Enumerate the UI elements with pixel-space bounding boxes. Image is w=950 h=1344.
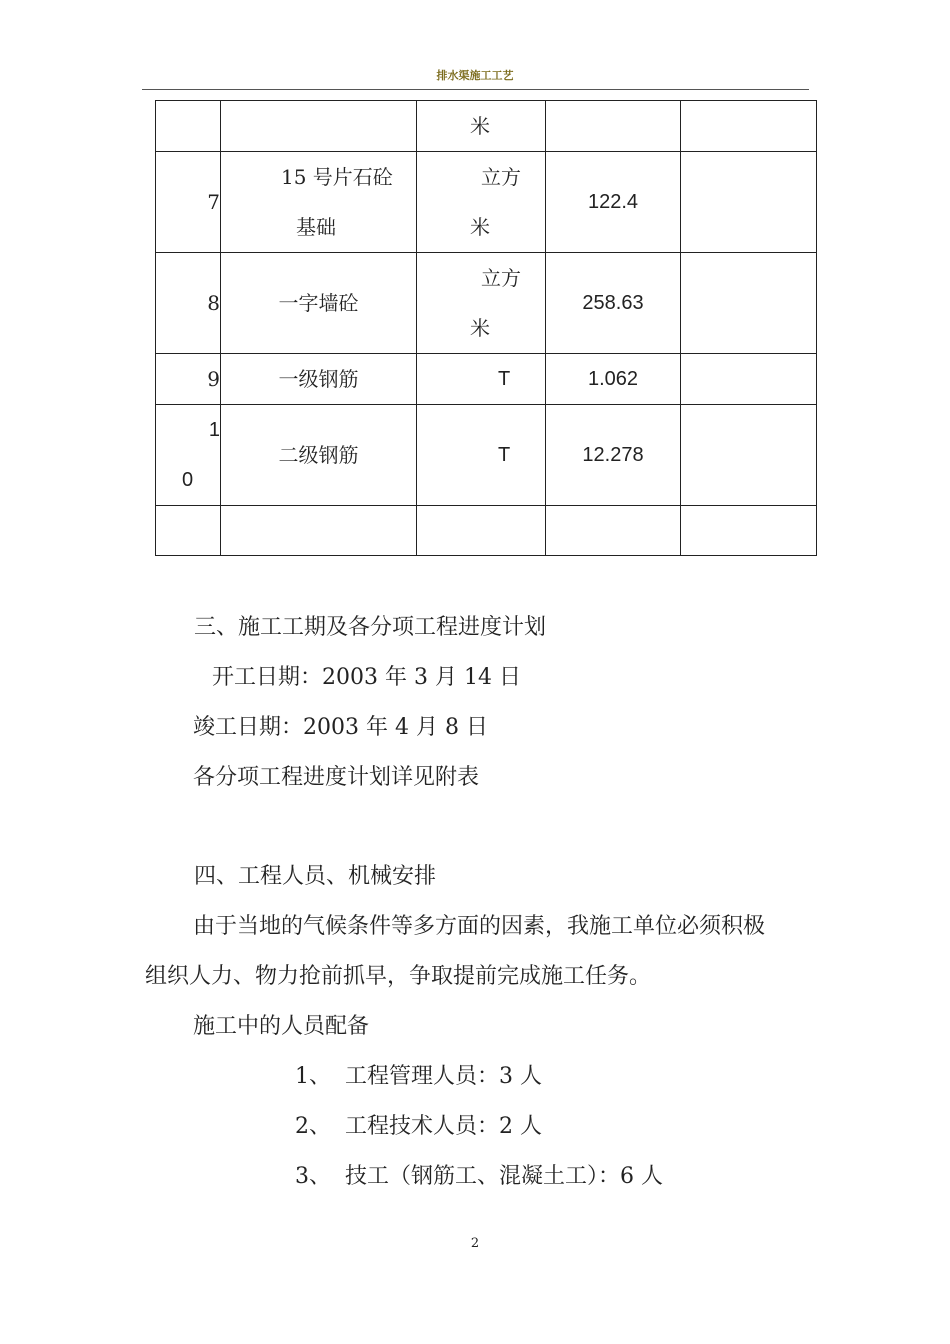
table-row [156, 506, 817, 556]
cell-no: 7 [156, 152, 221, 253]
section-4-heading: 四、工程人员、机械安排 [194, 864, 437, 889]
cell-qty: 12.278 [546, 405, 681, 506]
start-date: 开工日期：2003 年 3 月 14 日 [212, 665, 521, 690]
cell-name: 一级钢筋 [221, 354, 417, 405]
name-line: 15 号片石砼 [281, 165, 393, 189]
no-line: 1 [208, 419, 220, 441]
section-3-heading: 三、施工工期及各分项工程进度计划 [194, 615, 547, 640]
unit-text: T [498, 444, 511, 466]
staff-item-number: 3、 [295, 1164, 331, 1189]
page-number: 2 [470, 1236, 480, 1251]
staff-item: 工程管理人员：3 人 [345, 1064, 542, 1089]
cell-unit [417, 253, 546, 354]
cell-qty: 1.062 [546, 354, 681, 405]
cell-qty: 258.63 [546, 253, 681, 354]
cell-name [221, 506, 417, 556]
quantity-table [155, 100, 817, 556]
cell-qty: 122.4 [546, 152, 681, 253]
unit-text: 米 [470, 114, 490, 138]
header-rule [142, 89, 809, 90]
unit-line: 米 [470, 316, 490, 340]
page-header: 排水渠施工工艺 [436, 69, 514, 82]
unit-line: 米 [470, 215, 490, 239]
no-line: 0 [182, 469, 194, 491]
unit-line: 立方 [481, 165, 521, 189]
table-row [156, 101, 817, 152]
paragraph-line: 组织人力、物力抢前抓早，争取提前完成施工任务。 [145, 964, 652, 989]
cell-note [681, 354, 817, 405]
staff-item-number: 2、 [295, 1114, 331, 1139]
completion-date: 竣工日期：2003 年 4 月 8 日 [193, 715, 488, 740]
table-row [156, 152, 817, 253]
cell-unit [417, 152, 546, 253]
unit-text: T [498, 368, 511, 390]
schedule-note: 各分项工程进度计划详见附表 [193, 765, 480, 790]
cell-name: 二级钢筋 [221, 405, 417, 506]
cell-note [681, 405, 817, 506]
cell-note [681, 506, 817, 556]
paragraph-line: 由于当地的气候条件等多方面的因素，我施工单位必须积极 [193, 914, 766, 939]
cell-name: 一字墙砼 [221, 253, 417, 354]
staff-item-number: 1、 [295, 1064, 331, 1089]
cell-note [681, 101, 817, 152]
staff-item: 工程技术人员：2 人 [345, 1114, 542, 1139]
cell-no: 8 [156, 253, 221, 354]
table-row [156, 354, 817, 405]
cell-unit [417, 506, 546, 556]
name-line: 基础 [296, 215, 336, 239]
unit-line: 立方 [481, 266, 521, 290]
table-row [156, 253, 817, 354]
cell-no [156, 101, 221, 152]
cell-no [156, 405, 221, 506]
staff-item: 技工（钢筋工、混凝土工）：6 人 [345, 1164, 663, 1189]
table-row [156, 405, 817, 506]
cell-qty [546, 506, 681, 556]
cell-no: 9 [156, 354, 221, 405]
cell-note [681, 253, 817, 354]
cell-note [681, 152, 817, 253]
cell-unit [417, 101, 546, 152]
cell-unit [417, 354, 546, 405]
cell-unit [417, 405, 546, 506]
cell-name [221, 152, 417, 253]
staff-intro: 施工中的人员配备 [193, 1014, 370, 1039]
cell-no [156, 506, 221, 556]
cell-qty [546, 101, 681, 152]
cell-name [221, 101, 417, 152]
